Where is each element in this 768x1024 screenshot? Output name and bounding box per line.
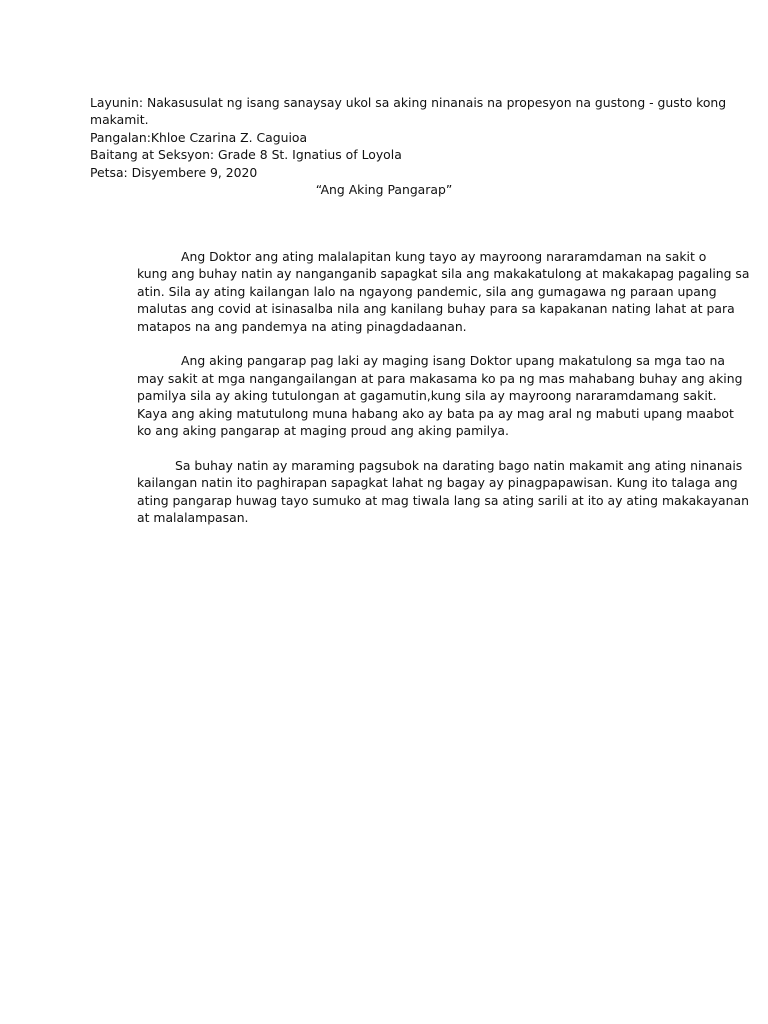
paragraph-line: ko ang aking pangarap at maging proud ang aking pamilya. bbox=[137, 423, 509, 439]
student-name: Pangalan:Khloe Czarina Z. Caguioa bbox=[90, 129, 308, 145]
objective-line: Layunin: Nakasusulat ng isang sanaysay ukol sa aking ninanais na propesyon na gustong - gusto kong bbox=[90, 95, 727, 110]
paragraph-line: ating pangarap huwag tayo sumuko at mag tiwala lang sa ating sarili at ito ay ating makakayanan bbox=[137, 492, 749, 508]
paragraph-line: may sakit at mga nangangailangan at para makasama ko pa ng mas mahabang buhay ang aking bbox=[137, 370, 743, 386]
paragraph-line: atin. Sila ay ating kailangan lalo na ngayong pandemic, sila ang gumagawa ng paraan upang bbox=[137, 283, 717, 299]
grade-section: Baitang at Seksyon: Grade 8 St. Ignatius of Loyola bbox=[90, 147, 402, 163]
paragraph-line: malutas ang covid at isinasalba nila ang kanilang buhay para sa kapakanan nating lahat at para bbox=[137, 301, 735, 317]
document-date: Petsa: Disyembere 9, 2020 bbox=[90, 164, 258, 180]
essay-body bbox=[137, 248, 750, 544]
document-header bbox=[90, 94, 727, 181]
essay-title: “Ang Aking Pangarap” bbox=[315, 182, 453, 197]
paragraph-line: kung ang buhay natin ay nanganganib sapagkat sila ang makakatulong at makakapag pagaling sa bbox=[137, 266, 750, 282]
paragraph-line: matapos na ang pandemya na ating pinagdadaanan. bbox=[137, 318, 467, 334]
paragraph-line: Ang Doktor ang ating malalapitan kung tayo ay mayroong nararamdaman na sakit o bbox=[181, 249, 707, 264]
paragraph-2 bbox=[137, 352, 743, 439]
paragraph-line: Kaya ang aking matutulong muna habang ako ay bata pa ay mag aral ng mabuti upang maabot bbox=[137, 405, 734, 421]
paragraph-line: kailangan natin ito paghirapan sapagkat lahat ng bagay ay pinagpapawisan. Kung ito talaga ang bbox=[137, 475, 738, 491]
paragraph-line: Ang aking pangarap pag laki ay maging isang Doktor upang makatulong sa mga tao na bbox=[181, 353, 725, 369]
objective-line-continued: makamit. bbox=[90, 112, 149, 128]
paragraph-1 bbox=[137, 248, 750, 335]
paragraph-line: Sa buhay natin ay maraming pagsubok na darating bago natin makamit ang ating ninanais bbox=[175, 457, 743, 473]
paragraph-line: at malalampasan. bbox=[137, 510, 249, 526]
paragraph-line: pamilya sila ay aking tutulongan at gagamutin,kung sila ay mayroong nararamdamang sakit. bbox=[137, 388, 717, 404]
paragraph-3 bbox=[137, 457, 749, 527]
